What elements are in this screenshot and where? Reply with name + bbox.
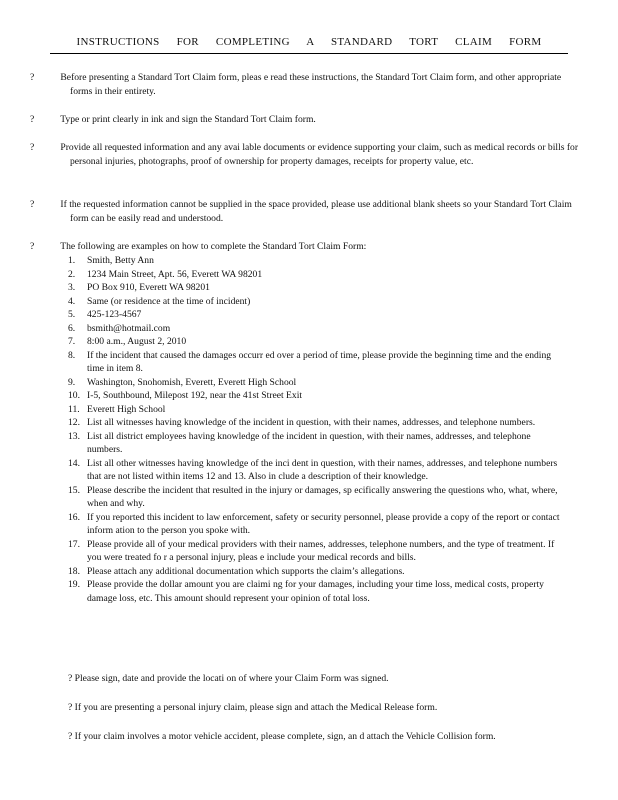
list-item [68, 565, 560, 579]
title-underline [50, 53, 568, 54]
item-number: 18. [68, 565, 80, 577]
item-text: 425-123-4567 [87, 309, 142, 320]
list-item [68, 322, 560, 336]
item-text: Please attach any additional documentation which supports the claim’s allegations. [87, 565, 405, 577]
list-item [68, 295, 560, 309]
item-number: 7. [68, 336, 76, 347]
bullet-mark: ? [30, 142, 35, 153]
instruction-bullet [30, 141, 580, 168]
list-item [68, 376, 560, 390]
bullet-mark: ? [30, 72, 35, 83]
item-text: List all other witnesses having knowledge of the inci dent in question, with their names, addresses, and telephone numbers that are not listed within items 12 and 13. Also in clude a description of their knowledge. [87, 457, 558, 482]
list-item [68, 268, 560, 282]
instruction-bullet [30, 71, 580, 98]
bullet-mark: ? [30, 199, 35, 210]
list-item [68, 457, 560, 484]
bullet-text: The following are examples on how to complete the Standard Tort Claim Form: [60, 241, 367, 252]
list-item [68, 281, 560, 295]
item-number: 5. [68, 309, 76, 320]
item-text: Please provide all of your medical providers with their names, addresses, telephone numbers, and the type of treatment. If you were treated fo r a personal injury, pleas e include your medical records and bills. [87, 538, 555, 563]
list-item [68, 403, 560, 417]
list-item [68, 335, 560, 349]
example-steps-list [68, 254, 560, 605]
instruction-bullet [30, 240, 580, 254]
item-number: 9. [68, 376, 76, 388]
list-item [68, 308, 560, 322]
item-number: 2. [68, 268, 76, 280]
item-text: 8:00 a.m., August 2, 2010 [87, 336, 187, 347]
bullet-text: If you are presenting a personal injury claim, please sign and attach the Medical Release form. [74, 702, 438, 713]
item-number: 12. [68, 417, 80, 428]
item-number: 1. [68, 255, 76, 266]
item-text: List all witnesses having knowledge of the incident in question, with their names, addresses, and telephone numbers. [87, 417, 536, 428]
bullet-text: If the requested information cannot be supplied in the space provided, please use additional blank sheets so your Standard Tort Claim form can be easily read and understood. [60, 199, 572, 224]
bullet-text: Please sign, date and provide the locati on of where your Claim Form was signed. [74, 673, 389, 684]
bullet-mark: ? [30, 114, 35, 125]
bullet-mark: ? [68, 702, 73, 713]
list-item [68, 578, 560, 605]
item-text: I-5, Southbound, Milepost 192, near the 41st Street Exit [87, 390, 303, 401]
item-text: Washington, Snohomish, Everett, Everett High School [87, 376, 297, 388]
item-text: List all district employees having knowledge of the incident in question, with their names, addresses, and telephone numbers. [87, 430, 531, 455]
item-number: 10. [68, 390, 80, 401]
item-number: 11. [68, 403, 80, 415]
item-number: 17. [68, 538, 80, 550]
bullet-mark: ? [68, 731, 73, 742]
instruction-bullet [30, 113, 580, 127]
bullet-mark: ? [30, 241, 35, 252]
item-number: 19. [68, 579, 80, 590]
bullet-text: Before presenting a Standard Tort Claim form, pleas e read these instructions, the Standard Tort Claim form, and other appropriate forms in their entirety. [60, 72, 562, 97]
item-text: Please describe the incident that resulted in the injury or damages, sp ecifically answering the questions who, what, where, when and why. [87, 484, 558, 509]
item-number: 14. [68, 457, 80, 469]
item-number: 16. [68, 511, 80, 523]
instruction-bullet [30, 198, 580, 225]
item-text: Smith, Betty Ann [87, 255, 154, 266]
bullet-mark: ? [68, 673, 73, 684]
instruction-bullet [68, 701, 580, 715]
item-text: If you reported this incident to law enforcement, safety or security personnel, please provide a copy of the report or contact inform ation to the person you spoke with. [87, 511, 560, 536]
instruction-bullet [68, 730, 580, 744]
item-number: 15. [68, 484, 80, 496]
item-number: 6. [68, 322, 76, 334]
document-title: INSTRUCTIONS FOR COMPLETING A STANDARD TORT CLAIM FORM [76, 36, 542, 48]
list-item [68, 416, 560, 430]
list-item [68, 254, 560, 268]
bullet-text: Provide all requested information and any avai lable documents or evidence supporting your claim, such as medical records or bills for personal injuries, photographs, proof of ownership for property damages, receipts for property value, etc. [60, 142, 579, 167]
item-number: 3. [68, 282, 76, 293]
item-text: Please provide the dollar amount you are claimi ng for your damages, including your time loss, medical costs, property damage loss, etc. This amount should represent your opinion of total loss. [87, 579, 544, 604]
list-item [68, 349, 560, 376]
list-item [68, 430, 560, 457]
item-text: 1234 Main Street, Apt. 56, Everett WA 98201 [87, 268, 263, 280]
list-item [68, 389, 560, 403]
item-number: 13. [68, 430, 80, 442]
bullet-text: If your claim involves a motor vehicle accident, please complete, sign, an d attach the Vehicle Collision form. [74, 731, 496, 742]
list-item [68, 511, 560, 538]
item-text: bsmith@hotmail.com [87, 322, 171, 334]
item-number: 4. [68, 295, 76, 307]
bullet-text: Type or print clearly in ink and sign the Standard Tort Claim form. [60, 114, 316, 125]
list-item [68, 484, 560, 511]
item-number: 8. [68, 349, 76, 361]
item-text: PO Box 910, Everett WA 98201 [87, 282, 210, 293]
item-text: Same (or residence at the time of incident) [87, 295, 251, 307]
list-item [68, 538, 560, 565]
item-text: Everett High School [87, 403, 166, 415]
instruction-bullet [68, 672, 580, 686]
item-text: If the incident that caused the damages occurr ed over a period of time, please provide the beginning time and the ending time in item 8. [87, 349, 552, 374]
